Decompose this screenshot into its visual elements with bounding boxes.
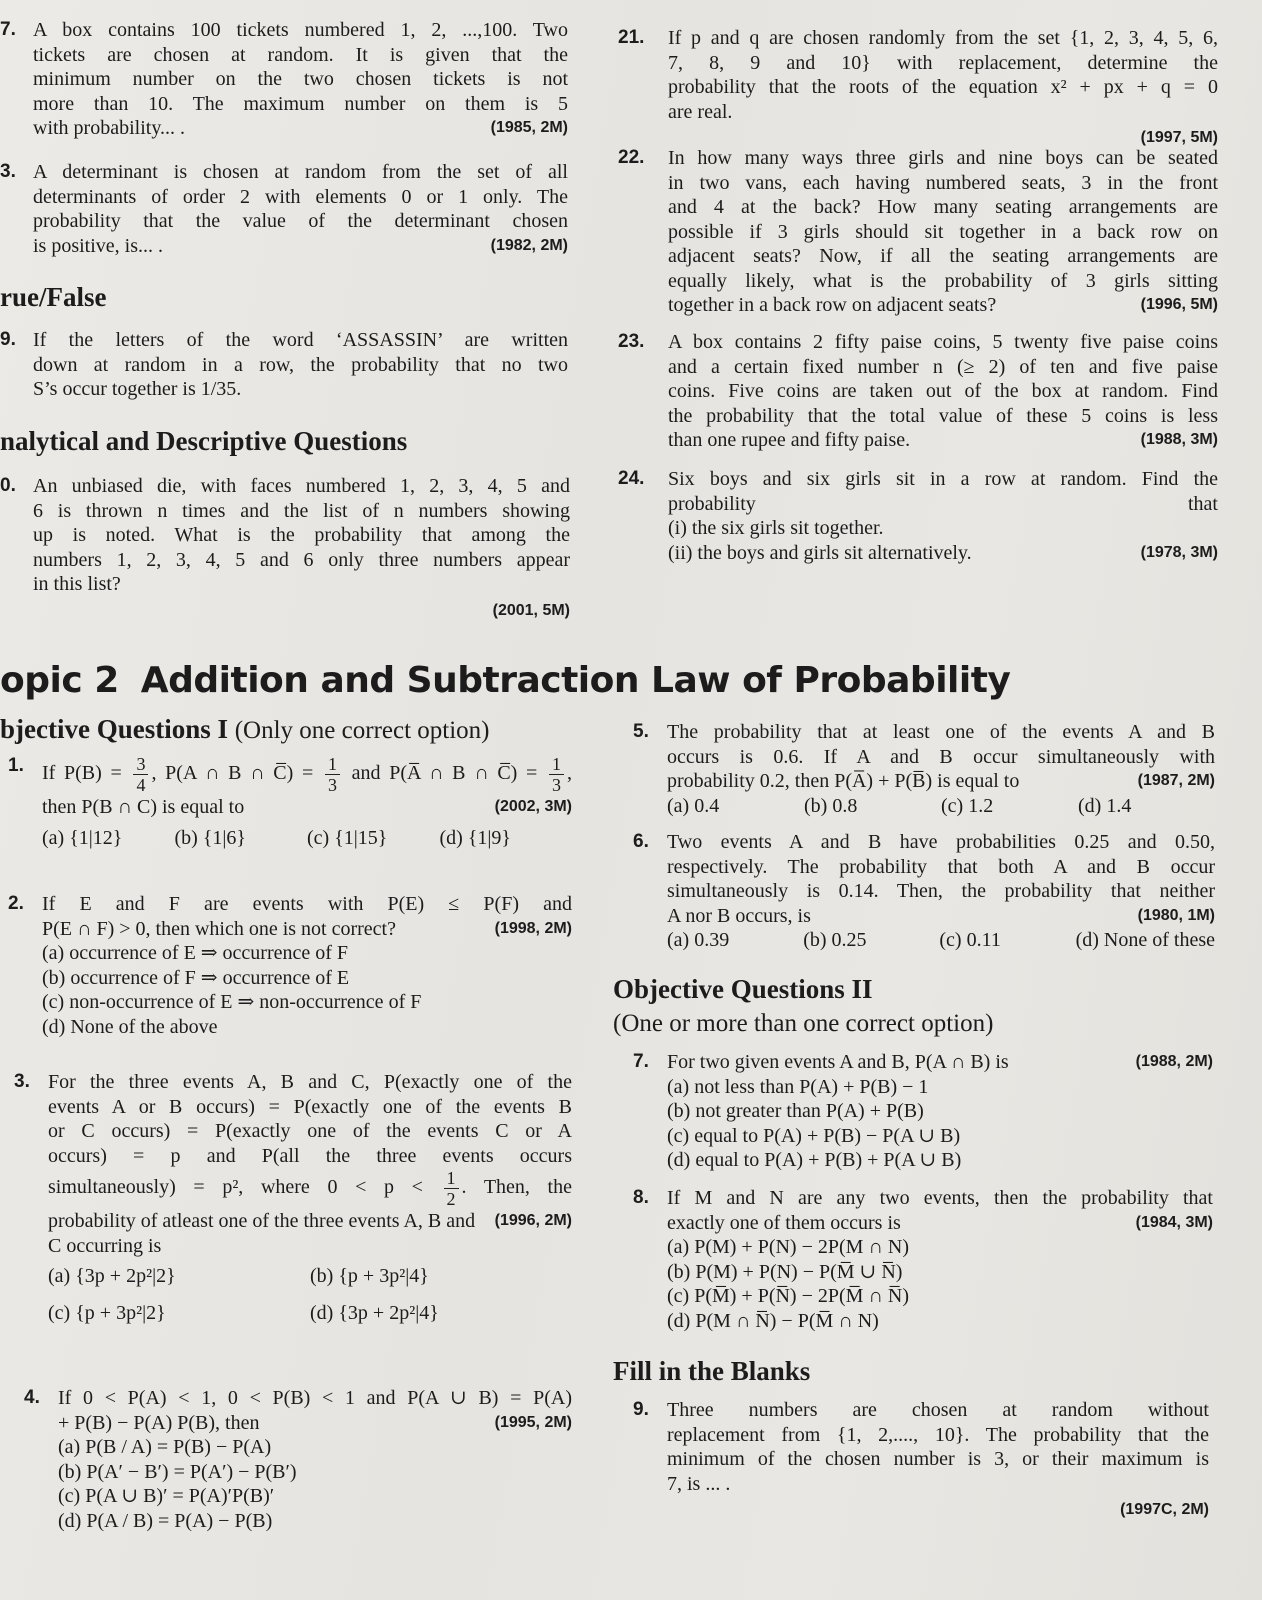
question-line [42, 795, 572, 820]
question-line: An unbiased die, with faces numbered 1, 2, 3, 4, 5 and [33, 475, 570, 497]
question-line: If P(B) = $\frac{3}{4}$ , P(A ∩ B ∩ C̅) = $\frac{1}{3}$ and P(A̅ ∩ B ∩ C̅) = $\frac{1}{3}$ , [42, 754, 572, 795]
question-line: equally likely, what is the probability of 3 girls sitting [668, 269, 1218, 292]
question-line [33, 597, 570, 624]
answer-options [667, 1075, 1213, 1173]
year-marks-tag: (1996, 2M) [494, 1212, 572, 1229]
question-body [42, 754, 572, 856]
answer-option[interactable]: (c) P(A ∪ B)′ = P(A)′P(B)′ [58, 1485, 275, 1507]
question-line: Six boys and six girls sit in a row at random. Find the [668, 468, 1218, 490]
objective-2-heading: Objective Questions II [613, 974, 873, 1004]
question-line: probability that the value of the determinant chosen [33, 210, 568, 232]
question-line: A box contains 2 fifty paise coins, 5 twenty five paise coins [668, 331, 1218, 353]
line-text: is positive, is... . [33, 234, 164, 257]
line-text: exactly one of them occurs is [667, 1211, 901, 1234]
question-number: 22. [618, 147, 645, 168]
year-marks-tag: (1982, 2M) [490, 236, 568, 254]
answer-option[interactable]: (a) 0.39 [667, 929, 730, 951]
answer-option[interactable]: (a) 0.4 [667, 794, 720, 817]
answer-option[interactable]: (a) not less than P(A) + P(B) − 1 [667, 1075, 929, 1098]
answer-option[interactable]: (c) {1|15} [307, 826, 388, 849]
question-line: more than 10. The maximum number on them is 5 [33, 92, 568, 115]
question-body [668, 467, 1218, 565]
question-line: determinants of order 2 with elements 0 or 1 only. The [33, 185, 568, 208]
denominator: 3 [327, 775, 337, 795]
answer-option[interactable]: (b) {1|6} [174, 826, 247, 849]
answer-option[interactable]: (a) {1|12} [42, 826, 123, 849]
question-line [668, 428, 1218, 453]
answer-option[interactable]: (c) non-occurrence of E ⇒ non-occurrence of F [42, 991, 422, 1013]
answer-options [48, 1258, 572, 1331]
question-line: If 0 < P(A) < 1, 0 < P(B) < 1 and P(A ∪ B) = P(A) [58, 1387, 572, 1409]
fraction [444, 1168, 459, 1209]
question-line: numbers 1, 2, 3, 4, 5 and 6 only three numbers appear [33, 548, 570, 571]
year-marks-tag: (1996, 5M) [1140, 296, 1218, 313]
answer-option[interactable]: (a) P(M) + P(N) − 2P(M ∩ N) [667, 1236, 909, 1258]
objective-2-note: (One or more than one correct option) [613, 1010, 994, 1037]
line-text: (ii) the boys and girls sit alternatively. [668, 541, 972, 564]
answer-option[interactable]: (a) occurrence of E ⇒ occurrence of F [42, 942, 349, 964]
answer-option[interactable]: (b) 0.25 [803, 929, 867, 951]
question-line [668, 293, 1218, 318]
numerator: 1 [549, 754, 564, 775]
line-text: with probability... . [33, 117, 186, 139]
year-marks-tag: (1978, 3M) [1140, 543, 1218, 561]
question-line: are real. [668, 100, 733, 123]
question-line: A box contains 100 tickets numbered 1, 2, ...,100. Two [33, 19, 568, 41]
answer-options [667, 928, 1215, 953]
question-number: 21. [618, 27, 645, 48]
question-line [33, 116, 568, 141]
year-marks-tag: (1997C, 2M) [1120, 1501, 1209, 1518]
answer-option[interactable]: (d) equal to P(A) + P(B) + P(A ∪ B) [667, 1149, 962, 1171]
question-body [42, 892, 572, 1039]
year-marks-tag: (1987, 2M) [1137, 772, 1215, 789]
line-text: P(E ∩ F) > 0, then which one is not correct? [42, 917, 396, 940]
answer-option[interactable]: (a) {3p + 2p²|2} [48, 1265, 176, 1287]
question-line [667, 769, 1215, 794]
question-line: Three numbers are chosen at random without [667, 1399, 1209, 1421]
question-line [33, 234, 568, 259]
question-line [667, 1211, 1213, 1236]
objective-1-heading [0, 714, 490, 745]
question-line: and 4 at the back? How many seating arrangements are [668, 196, 1218, 218]
answer-options [42, 820, 572, 857]
answer-options [58, 1435, 572, 1533]
line-text: For two given events A and B, P(A ∩ B) is [667, 1051, 1009, 1073]
answer-option[interactable]: (c) {p + 3p²|2} [48, 1301, 166, 1324]
question-line: The probability that at least one of the events A and B [667, 721, 1215, 743]
question-line: For the three events A, B and C, P(exactly one of the [48, 1071, 572, 1093]
question-body [668, 26, 1218, 151]
question-line: If E and F are events with P(E) ≤ P(F) and [42, 893, 572, 915]
true-false-heading: rue/False [0, 282, 107, 312]
denominator: 3 [552, 775, 561, 795]
question-number: 9. [0, 329, 16, 350]
answer-option[interactable]: (c) 1.2 [941, 794, 994, 817]
question-number: 3. [14, 1071, 30, 1092]
question-body [667, 1050, 1213, 1173]
answer-option[interactable]: (d) P(M ∩ N̅) − P(M̅ ∩ N) [667, 1309, 879, 1332]
question-line: In how many ways three girls and nine boys can be seated [668, 147, 1218, 169]
objective-1-note: (Only one correct option) [234, 717, 490, 744]
question-line: A determinant is chosen at random from the set of all [33, 161, 568, 183]
answer-options [42, 941, 572, 1039]
denominator: 4 [136, 775, 146, 795]
question-body [667, 720, 1215, 818]
answer-option[interactable]: (d) P(A / B) = P(A) − P(B) [58, 1509, 273, 1532]
question-body [48, 1070, 572, 1331]
question-body [33, 474, 570, 623]
fraction [325, 754, 340, 795]
question-line: probability that the roots of the equation x² + px + q = 0 [668, 76, 1218, 98]
answer-option[interactable]: (d) {1|9} [439, 826, 512, 849]
question-line: tickets are chosen at random. It is given that the [33, 43, 568, 66]
answer-option[interactable]: (a) P(B / A) = P(B) − P(A) [58, 1436, 272, 1458]
question-line: and a certain fixed number n (≥ 2) of ten and five paise [668, 355, 1218, 378]
question-number: 1. [8, 755, 24, 776]
line-text: together in a back row on adjacent seats? [668, 294, 997, 316]
year-marks-tag: (1997, 5M) [1140, 129, 1218, 146]
question-line: If p and q are chosen randomly from the set {1, 2, 3, 4, 5, 6, [668, 27, 1218, 49]
question-line [42, 917, 572, 942]
answer-option[interactable]: (d) None of the above [42, 1015, 218, 1038]
topic-number: opic 2 [0, 660, 119, 701]
year-marks-tag: (1985, 2M) [490, 119, 568, 136]
question-body [33, 328, 568, 402]
question-line: If the letters of the word ‘ASSASSIN’ are written [33, 329, 568, 351]
numerator: 1 [325, 754, 340, 775]
question-line: Two events A and B have probabilities 0.25 and 0.50, [667, 831, 1215, 853]
question-line: simultaneously is 0.14. Then, the probability that neither [667, 880, 1215, 902]
question-line: the probability that the total value of these 5 coins is less [668, 404, 1218, 427]
answer-option[interactable]: (c) equal to P(A) + P(B) − P(A ∪ B) [667, 1124, 961, 1147]
question-body [33, 18, 568, 141]
question-line: up is noted. What is the probability that among the [33, 524, 570, 546]
question-line: minimum number on the two chosen tickets is not [33, 68, 568, 90]
line-text: + P(B) − P(A) P(B), then [58, 1411, 260, 1434]
question-line: minimum of the chosen number is 3, or their maximum is [667, 1448, 1209, 1470]
objective-1-title: bjective Questions I [0, 714, 228, 744]
question-line: If M and N are any two events, then the probability that [667, 1187, 1213, 1209]
question-line: adjacent seats? Now, if all the seating arrangements are [668, 245, 1218, 267]
year-marks-tag: (1995, 2M) [494, 1413, 572, 1431]
line-text: probability 0.2, then P(A̅) + P(B̅) is equal to [667, 770, 1020, 792]
answer-option[interactable]: (b) 0.8 [804, 794, 858, 817]
answer-option[interactable]: (d) 1.4 [1078, 794, 1132, 817]
analytical-heading: nalytical and Descriptive Questions [0, 426, 408, 456]
question-line: down at random in a row, the probability that no two [33, 353, 568, 376]
question-line: events A or B occurs) = P(exactly one of the events B [48, 1095, 572, 1118]
line-text: probability of atleast one of the three events A, B and [48, 1210, 476, 1232]
question-number: 24. [618, 468, 645, 489]
question-line: 7, is ... . [667, 1472, 731, 1495]
question-line: in this list? [33, 573, 121, 595]
question-line [48, 1209, 572, 1234]
question-body [33, 160, 568, 258]
answer-option[interactable]: (b) not greater than P(A) + P(B) [667, 1100, 924, 1122]
question-number: 4. [24, 1387, 40, 1408]
answer-option[interactable]: (d) None of these [1075, 929, 1215, 951]
year-marks-tag: (1988, 2M) [1135, 1053, 1213, 1070]
question-line [667, 904, 1215, 929]
year-marks-tag: (1980, 1M) [1137, 906, 1215, 924]
question-line: replacement from {1, 2,...., 10}. The probability that the [667, 1423, 1209, 1446]
question-line: 6 is thrown n times and the list of n numbers showing [33, 499, 570, 522]
question-number: 7. [0, 19, 16, 40]
question-line [58, 1411, 572, 1436]
answer-option[interactable]: (b) P(A′ − B′) = P(A′) − P(B′) [58, 1460, 297, 1483]
answer-options [667, 1235, 1213, 1333]
answer-option[interactable]: (c) 0.11 [939, 929, 1001, 951]
topic-title: Addition and Subtraction Law of Probability [140, 660, 1011, 701]
denominator: 2 [446, 1189, 456, 1209]
numerator: 3 [133, 754, 148, 775]
question-number: 9. [633, 1399, 649, 1420]
question-number: 3. [0, 161, 16, 182]
topic-heading [0, 660, 1010, 701]
question-line: (i) the six girls sit together. [668, 517, 884, 539]
numerator: 1 [444, 1168, 459, 1189]
question-line: occurs) = p and P(all the three events occurs [48, 1144, 572, 1167]
fraction [133, 754, 148, 795]
line-text: than one rupee and fifty paise. [668, 429, 911, 451]
question-line [668, 541, 1218, 566]
question-body [58, 1386, 572, 1533]
line-text: A nor B occurs, is [667, 904, 811, 927]
question-line: C occurring is [48, 1234, 162, 1257]
question-number: 0. [0, 475, 16, 496]
question-body [667, 830, 1215, 953]
question-number: 23. [618, 331, 645, 352]
question-line: respectively. The probability that both A and B occur [667, 855, 1215, 878]
question-line: occurs is 0.6. If A and B occur simultaneously with [667, 745, 1215, 768]
question-line: S’s occur together is 1/35. [33, 378, 242, 400]
question-line: 7, 8, 9 and 10} with replacement, determine the [668, 51, 1218, 74]
question-number: 8. [633, 1187, 649, 1208]
question-number: 2. [8, 893, 24, 914]
year-marks-tag: (1984, 3M) [1135, 1213, 1213, 1231]
fill-blanks-heading: Fill in the Blanks [613, 1356, 811, 1386]
question-line: simultaneously) = p², where 0 < p < $\frac{1}{2}$ . Then, the [48, 1168, 572, 1209]
question-line [667, 1496, 1209, 1523]
year-marks-tag: (2001, 5M) [492, 601, 570, 619]
answer-option[interactable]: (d) {3p + 2p²|4} [310, 1301, 439, 1324]
answer-option[interactable]: (c) P(M̅) + P(N̅) − 2P(M̅ ∩ N̅) [667, 1285, 909, 1307]
year-marks-tag: (2002, 3M) [494, 798, 572, 815]
answer-options [667, 794, 1215, 819]
year-marks-tag: (1988, 3M) [1140, 431, 1218, 448]
question-number: 7. [633, 1051, 649, 1072]
question-line: coins. Five coins are taken out of the box at random. Find [668, 380, 1218, 402]
line-text: then P(B ∩ C) is equal to [42, 796, 245, 818]
question-body [668, 146, 1218, 318]
question-line [667, 1050, 1213, 1075]
question-body [668, 330, 1218, 453]
answer-option[interactable]: (b) {p + 3p²|4} [310, 1265, 429, 1287]
question-body [667, 1398, 1209, 1523]
answer-option[interactable]: (b) P(M) + P(N) − P(M̅ ∪ N̅) [667, 1260, 903, 1283]
question-line: probability that [668, 492, 1218, 515]
question-line: or C occurs) = P(exactly one of the events C or A [48, 1120, 572, 1142]
question-number: 6. [633, 831, 649, 852]
question-body [667, 1186, 1213, 1333]
year-marks-tag: (1998, 2M) [494, 919, 572, 937]
question-number: 5. [633, 721, 649, 742]
answer-option[interactable]: (b) occurrence of F ⇒ occurrence of E [42, 966, 350, 989]
question-line: in two vans, each having numbered seats, 3 in the front [668, 171, 1218, 194]
question-line: possible if 3 girls should sit together in a back row on [668, 220, 1218, 243]
fraction [549, 754, 564, 795]
